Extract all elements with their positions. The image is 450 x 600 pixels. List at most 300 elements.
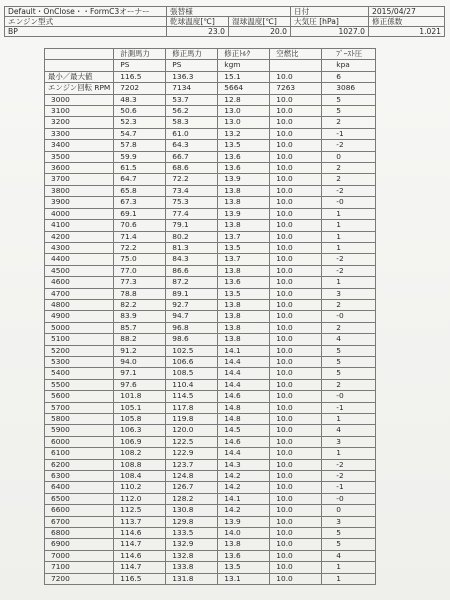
value-cell[interactable]: 132.8: [166, 550, 218, 561]
value-cell[interactable]: 1: [322, 277, 376, 288]
value-cell[interactable]: 10.0: [270, 539, 322, 550]
row-label-cell[interactable]: 6500: [45, 493, 114, 504]
row-label-cell[interactable]: 6200: [45, 459, 114, 470]
row-label-cell[interactable]: エンジン回転 RPM: [45, 83, 114, 94]
value-cell[interactable]: 空燃比: [270, 49, 322, 60]
value-cell[interactable]: 1: [322, 231, 376, 242]
value-cell[interactable]: 114.6: [114, 528, 166, 539]
row-label-cell[interactable]: 3800: [45, 185, 114, 196]
value-cell[interactable]: 133.5: [166, 528, 218, 539]
value-cell[interactable]: 123.7: [166, 459, 218, 470]
row-label-cell[interactable]: 3600: [45, 163, 114, 174]
value-cell[interactable]: 130.8: [166, 505, 218, 516]
value-cell[interactable]: 136.3: [166, 71, 218, 82]
value-cell[interactable]: 66.7: [166, 151, 218, 162]
row-label-cell[interactable]: 7100: [45, 562, 114, 573]
value-cell[interactable]: 64.7: [114, 174, 166, 185]
value-cell[interactable]: 14.4: [218, 448, 270, 459]
row-label-cell[interactable]: 4700: [45, 288, 114, 299]
value-cell[interactable]: 124.8: [166, 471, 218, 482]
row-label-cell[interactable]: 3100: [45, 106, 114, 117]
value-cell[interactable]: 13.8: [218, 322, 270, 333]
value-cell[interactable]: 77.3: [114, 277, 166, 288]
row-label-cell[interactable]: 3200: [45, 117, 114, 128]
row-label-cell[interactable]: 3900: [45, 197, 114, 208]
row-label-cell[interactable]: 4000: [45, 208, 114, 219]
value-cell[interactable]: 6: [322, 71, 376, 82]
value-cell[interactable]: 50.6: [114, 106, 166, 117]
value-cell[interactable]: 10.0: [270, 471, 322, 482]
row-label-cell[interactable]: 4800: [45, 299, 114, 310]
value-cell[interactable]: 10.0: [270, 448, 322, 459]
value-cell[interactable]: 106.9: [114, 436, 166, 447]
value-cell[interactable]: 14.2: [218, 505, 270, 516]
value-cell[interactable]: -1: [322, 128, 376, 139]
value-cell[interactable]: 4: [322, 425, 376, 436]
value-cell[interactable]: 10.0: [270, 106, 322, 117]
row-label-cell[interactable]: [45, 49, 114, 60]
value-cell[interactable]: 13.0: [218, 106, 270, 117]
value-cell[interactable]: 91.2: [114, 345, 166, 356]
row-label-cell[interactable]: 5000: [45, 322, 114, 333]
value-cell[interactable]: 116.5: [114, 573, 166, 584]
value-cell[interactable]: 13.8: [218, 311, 270, 322]
value-cell[interactable]: -1: [322, 482, 376, 493]
value-cell[interactable]: 10.0: [270, 391, 322, 402]
value-cell[interactable]: 2: [322, 163, 376, 174]
value-cell[interactable]: 88.2: [114, 334, 166, 345]
row-label-cell[interactable]: 6300: [45, 471, 114, 482]
value-cell[interactable]: -0: [322, 311, 376, 322]
value-cell[interactable]: 5: [322, 528, 376, 539]
value-cell[interactable]: 2: [322, 117, 376, 128]
engine-type-value-cell[interactable]: BP: [5, 27, 167, 37]
row-label-cell[interactable]: 6900: [45, 539, 114, 550]
value-cell[interactable]: 10.0: [270, 425, 322, 436]
value-cell[interactable]: 13.2: [218, 128, 270, 139]
row-label-cell[interactable]: 5700: [45, 402, 114, 413]
value-cell[interactable]: 10.0: [270, 562, 322, 573]
value-cell[interactable]: 80.2: [166, 231, 218, 242]
value-cell[interactable]: 10.0: [270, 436, 322, 447]
row-label-cell[interactable]: 5400: [45, 368, 114, 379]
value-cell[interactable]: 4: [322, 334, 376, 345]
value-cell[interactable]: 5: [322, 345, 376, 356]
value-cell[interactable]: 10.0: [270, 311, 322, 322]
value-cell[interactable]: 10.0: [270, 334, 322, 345]
value-cell[interactable]: 10.0: [270, 573, 322, 584]
value-cell[interactable]: 105.8: [114, 414, 166, 425]
value-cell[interactable]: 10.0: [270, 356, 322, 367]
row-label-cell[interactable]: 3400: [45, 140, 114, 151]
dry-bulb-label-cell[interactable]: 乾球温度[℃]: [167, 17, 229, 27]
row-label-cell[interactable]: 3300: [45, 128, 114, 139]
value-cell[interactable]: 10.0: [270, 208, 322, 219]
value-cell[interactable]: 2: [322, 379, 376, 390]
value-cell[interactable]: 128.2: [166, 493, 218, 504]
row-label-cell[interactable]: 4900: [45, 311, 114, 322]
value-cell[interactable]: 14.4: [218, 379, 270, 390]
value-cell[interactable]: 10.0: [270, 185, 322, 196]
value-cell[interactable]: 108.5: [166, 368, 218, 379]
row-label-cell[interactable]: 5800: [45, 414, 114, 425]
row-label-cell[interactable]: 6700: [45, 516, 114, 527]
rpm-row: [45, 425, 376, 436]
value-cell[interactable]: 10.0: [270, 140, 322, 151]
row-label-cell[interactable]: [45, 60, 114, 71]
value-cell[interactable]: 13.8: [218, 265, 270, 276]
value-cell[interactable]: kpa: [322, 60, 376, 71]
value-cell[interactable]: 10.0: [270, 516, 322, 527]
column-header-row: [45, 49, 376, 60]
value-cell[interactable]: 0: [322, 151, 376, 162]
value-cell[interactable]: 54.7: [114, 128, 166, 139]
value-cell[interactable]: 10.0: [270, 345, 322, 356]
value-cell[interactable]: 59.9: [114, 151, 166, 162]
value-cell[interactable]: 修正ﾄﾙｸ: [218, 49, 270, 60]
value-cell[interactable]: 14.8: [218, 402, 270, 413]
value-cell[interactable]: 13.6: [218, 151, 270, 162]
row-label-cell[interactable]: 3000: [45, 94, 114, 105]
value-cell[interactable]: 13.6: [218, 550, 270, 561]
value-cell[interactable]: 117.8: [166, 402, 218, 413]
value-cell[interactable]: 10.0: [270, 459, 322, 470]
value-cell[interactable]: 10.0: [270, 174, 322, 185]
date-label-cell[interactable]: 日付: [291, 7, 369, 17]
row-label-cell[interactable]: 5500: [45, 379, 114, 390]
value-cell[interactable]: 5: [322, 356, 376, 367]
value-cell[interactable]: 14.6: [218, 436, 270, 447]
value-cell[interactable]: 101.8: [114, 391, 166, 402]
value-cell[interactable]: 10.0: [270, 163, 322, 174]
value-cell[interactable]: 10.0: [270, 128, 322, 139]
row-label-cell[interactable]: 3700: [45, 174, 114, 185]
value-cell[interactable]: 73.4: [166, 185, 218, 196]
row-label-cell[interactable]: 4400: [45, 254, 114, 265]
value-cell[interactable]: 61.0: [166, 128, 218, 139]
value-cell[interactable]: 72.2: [114, 242, 166, 253]
value-cell[interactable]: 57.8: [114, 140, 166, 151]
row-label-cell[interactable]: 5600: [45, 391, 114, 402]
value-cell[interactable]: -2: [322, 254, 376, 265]
value-cell[interactable]: 65.8: [114, 185, 166, 196]
value-cell[interactable]: 119.8: [166, 414, 218, 425]
value-cell[interactable]: 96.8: [166, 322, 218, 333]
value-cell[interactable]: 13.8: [218, 299, 270, 310]
value-cell[interactable]: 108.2: [114, 448, 166, 459]
value-cell[interactable]: 122.9: [166, 448, 218, 459]
value-cell[interactable]: 114.7: [114, 539, 166, 550]
value-cell[interactable]: 77.0: [114, 265, 166, 276]
value-cell[interactable]: ﾌﾞｰｽﾄ圧: [322, 49, 376, 60]
wet-bulb-value-cell[interactable]: 20.0: [229, 27, 291, 37]
value-cell[interactable]: 10.0: [270, 231, 322, 242]
value-cell[interactable]: 1: [322, 562, 376, 573]
value-cell[interactable]: 83.9: [114, 311, 166, 322]
value-cell[interactable]: 14.2: [218, 471, 270, 482]
value-cell[interactable]: 7202: [114, 83, 166, 94]
value-cell[interactable]: 97.1: [114, 368, 166, 379]
value-cell[interactable]: 14.4: [218, 368, 270, 379]
value-cell[interactable]: 13.8: [218, 334, 270, 345]
value-cell[interactable]: 13.8: [218, 185, 270, 196]
value-cell[interactable]: 14.0: [218, 528, 270, 539]
value-cell[interactable]: 5: [322, 94, 376, 105]
row-label-cell[interactable]: 6000: [45, 436, 114, 447]
value-cell[interactable]: 10.0: [270, 550, 322, 561]
row-label-cell[interactable]: 最小／最大値: [45, 71, 114, 82]
value-cell[interactable]: 14.1: [218, 493, 270, 504]
value-cell[interactable]: 1: [322, 414, 376, 425]
value-cell[interactable]: 10.0: [270, 414, 322, 425]
row-label-cell[interactable]: 6100: [45, 448, 114, 459]
value-cell[interactable]: 1: [322, 573, 376, 584]
value-cell[interactable]: 1: [322, 208, 376, 219]
customer-name-cell[interactable]: 張替様: [167, 7, 291, 17]
value-cell[interactable]: 13.5: [218, 562, 270, 573]
value-cell[interactable]: 10.0: [270, 265, 322, 276]
value-cell[interactable]: 131.8: [166, 573, 218, 584]
value-cell[interactable]: 87.2: [166, 277, 218, 288]
value-cell[interactable]: 10.0: [270, 71, 322, 82]
value-cell[interactable]: 10.0: [270, 254, 322, 265]
value-cell[interactable]: 10.0: [270, 94, 322, 105]
value-cell[interactable]: [270, 60, 322, 71]
value-cell[interactable]: -2: [322, 140, 376, 151]
value-cell[interactable]: 10.0: [270, 368, 322, 379]
value-cell[interactable]: 14.3: [218, 459, 270, 470]
value-cell[interactable]: 10.0: [270, 220, 322, 231]
value-cell[interactable]: -0: [322, 493, 376, 504]
value-cell[interactable]: 13.8: [218, 197, 270, 208]
value-cell[interactable]: 81.3: [166, 242, 218, 253]
value-cell[interactable]: 5: [322, 539, 376, 550]
value-cell[interactable]: 13.7: [218, 254, 270, 265]
value-cell[interactable]: 61.5: [114, 163, 166, 174]
value-cell[interactable]: 13.8: [218, 220, 270, 231]
value-cell[interactable]: 98.6: [166, 334, 218, 345]
value-cell[interactable]: 14.1: [218, 345, 270, 356]
value-cell[interactable]: 75.3: [166, 197, 218, 208]
value-cell[interactable]: 84.3: [166, 254, 218, 265]
value-cell[interactable]: 13.0: [218, 117, 270, 128]
value-cell[interactable]: 94.0: [114, 356, 166, 367]
row-label-cell[interactable]: 7000: [45, 550, 114, 561]
value-cell[interactable]: 77.4: [166, 208, 218, 219]
value-cell[interactable]: 113.7: [114, 516, 166, 527]
value-cell[interactable]: 13.1: [218, 573, 270, 584]
row-label-cell[interactable]: 5200: [45, 345, 114, 356]
value-cell[interactable]: kgm: [218, 60, 270, 71]
value-cell[interactable]: 56.2: [166, 106, 218, 117]
value-cell[interactable]: -0: [322, 391, 376, 402]
value-cell[interactable]: 2: [322, 322, 376, 333]
value-cell[interactable]: 75.0: [114, 254, 166, 265]
value-cell[interactable]: 7134: [166, 83, 218, 94]
value-cell[interactable]: 64.3: [166, 140, 218, 151]
value-cell[interactable]: 3: [322, 288, 376, 299]
wet-bulb-label-cell[interactable]: 湿球温度[℃]: [229, 17, 291, 27]
value-cell[interactable]: 10.0: [270, 277, 322, 288]
value-cell[interactable]: 105.1: [114, 402, 166, 413]
value-cell[interactable]: 48.3: [114, 94, 166, 105]
value-cell[interactable]: 110.4: [166, 379, 218, 390]
value-cell[interactable]: 13.7: [218, 231, 270, 242]
value-cell[interactable]: 10.0: [270, 482, 322, 493]
value-cell[interactable]: 89.1: [166, 288, 218, 299]
value-cell[interactable]: -2: [322, 185, 376, 196]
value-cell[interactable]: 13.9: [218, 516, 270, 527]
value-cell[interactable]: 15.1: [218, 71, 270, 82]
value-cell[interactable]: 13.8: [218, 539, 270, 550]
engine-type-label-cell[interactable]: エンジン型式: [5, 17, 167, 27]
value-cell[interactable]: 7263: [270, 83, 322, 94]
value-cell[interactable]: 67.3: [114, 197, 166, 208]
value-cell[interactable]: -2: [322, 471, 376, 482]
value-cell[interactable]: 13.5: [218, 288, 270, 299]
value-cell[interactable]: 5: [322, 106, 376, 117]
value-cell[interactable]: 132.9: [166, 539, 218, 550]
value-cell[interactable]: 71.4: [114, 231, 166, 242]
value-cell[interactable]: 10.0: [270, 402, 322, 413]
value-cell[interactable]: 133.8: [166, 562, 218, 573]
value-cell[interactable]: 2: [322, 299, 376, 310]
value-cell[interactable]: 13.5: [218, 140, 270, 151]
value-cell[interactable]: 3: [322, 516, 376, 527]
value-cell[interactable]: -1: [322, 402, 376, 413]
dry-bulb-value-cell[interactable]: 23.0: [167, 27, 229, 37]
value-cell[interactable]: 10.0: [270, 379, 322, 390]
value-cell[interactable]: 106.6: [166, 356, 218, 367]
value-cell[interactable]: 14.2: [218, 482, 270, 493]
value-cell[interactable]: 114.6: [114, 550, 166, 561]
value-cell[interactable]: 108.4: [114, 471, 166, 482]
value-cell[interactable]: 5: [322, 368, 376, 379]
row-label-cell[interactable]: 4200: [45, 231, 114, 242]
value-cell[interactable]: PS: [114, 60, 166, 71]
date-value-cell[interactable]: 2015/04/27: [369, 7, 445, 17]
value-cell[interactable]: 53.7: [166, 94, 218, 105]
value-cell[interactable]: PS: [166, 60, 218, 71]
value-cell[interactable]: 13.9: [218, 208, 270, 219]
value-cell[interactable]: 94.7: [166, 311, 218, 322]
value-cell[interactable]: 79.1: [166, 220, 218, 231]
value-cell[interactable]: 68.6: [166, 163, 218, 174]
value-cell[interactable]: 97.6: [114, 379, 166, 390]
value-cell[interactable]: 13.6: [218, 277, 270, 288]
value-cell[interactable]: 102.5: [166, 345, 218, 356]
value-cell[interactable]: -0: [322, 197, 376, 208]
value-cell[interactable]: 14.4: [218, 356, 270, 367]
value-cell[interactable]: 修正馬力: [166, 49, 218, 60]
value-cell[interactable]: 13.5: [218, 242, 270, 253]
row-label-cell[interactable]: 3500: [45, 151, 114, 162]
rpm-row: [45, 471, 376, 482]
value-cell[interactable]: 12.8: [218, 94, 270, 105]
value-cell[interactable]: 112.5: [114, 505, 166, 516]
value-cell[interactable]: 58.3: [166, 117, 218, 128]
value-cell[interactable]: 112.0: [114, 493, 166, 504]
value-cell[interactable]: 14.5: [218, 425, 270, 436]
rpm-row: [45, 185, 376, 196]
form-name-cell[interactable]: Default・OnClose・・FormC3オーナー: [5, 7, 167, 17]
value-cell[interactable]: 10.0: [270, 117, 322, 128]
value-cell[interactable]: 3: [322, 436, 376, 447]
value-cell[interactable]: 5664: [218, 83, 270, 94]
value-cell[interactable]: 52.3: [114, 117, 166, 128]
value-cell[interactable]: 70.6: [114, 220, 166, 231]
value-cell[interactable]: 126.7: [166, 482, 218, 493]
value-cell[interactable]: 114.5: [166, 391, 218, 402]
value-cell[interactable]: 10.0: [270, 197, 322, 208]
row-label-cell[interactable]: 5900: [45, 425, 114, 436]
value-cell[interactable]: 10.0: [270, 288, 322, 299]
value-cell[interactable]: 1: [322, 448, 376, 459]
value-cell[interactable]: 69.1: [114, 208, 166, 219]
value-cell[interactable]: 計測馬力: [114, 49, 166, 60]
value-cell[interactable]: 78.8: [114, 288, 166, 299]
correction-value-cell[interactable]: 1.021: [369, 27, 445, 37]
value-cell[interactable]: 13.6: [218, 163, 270, 174]
value-cell[interactable]: 13.9: [218, 174, 270, 185]
pressure-value-cell[interactable]: 1027.0: [291, 27, 369, 37]
value-cell[interactable]: 10.0: [270, 493, 322, 504]
value-cell[interactable]: 14.8: [218, 414, 270, 425]
value-cell[interactable]: 110.2: [114, 482, 166, 493]
value-cell[interactable]: -2: [322, 459, 376, 470]
row-label-cell[interactable]: 4600: [45, 277, 114, 288]
value-cell[interactable]: 0: [322, 505, 376, 516]
row-label-cell[interactable]: 4300: [45, 242, 114, 253]
row-label-cell[interactable]: 5300: [45, 356, 114, 367]
value-cell[interactable]: 10.0: [270, 151, 322, 162]
row-label-cell[interactable]: 4100: [45, 220, 114, 231]
row-label-cell[interactable]: 4500: [45, 265, 114, 276]
value-cell[interactable]: -2: [322, 265, 376, 276]
row-label-cell[interactable]: 6400: [45, 482, 114, 493]
pressure-label-cell[interactable]: 大気圧 [hPa]: [291, 17, 369, 27]
value-cell[interactable]: 10.0: [270, 505, 322, 516]
value-cell[interactable]: 116.5: [114, 71, 166, 82]
value-cell[interactable]: 1: [322, 220, 376, 231]
value-cell[interactable]: 120.0: [166, 425, 218, 436]
value-cell[interactable]: 3086: [322, 83, 376, 94]
value-cell[interactable]: 1: [322, 242, 376, 253]
value-cell[interactable]: 14.6: [218, 391, 270, 402]
value-cell[interactable]: 4: [322, 550, 376, 561]
row-label-cell[interactable]: 6800: [45, 528, 114, 539]
value-cell[interactable]: 129.8: [166, 516, 218, 527]
value-cell[interactable]: 122.5: [166, 436, 218, 447]
value-cell[interactable]: 92.7: [166, 299, 218, 310]
value-cell[interactable]: 106.3: [114, 425, 166, 436]
correction-label-cell[interactable]: 修正係数: [369, 17, 445, 27]
row-label-cell[interactable]: 7200: [45, 573, 114, 584]
value-cell[interactable]: 86.6: [166, 265, 218, 276]
value-cell[interactable]: 85.7: [114, 322, 166, 333]
value-cell[interactable]: 2: [322, 174, 376, 185]
value-cell[interactable]: 82.2: [114, 299, 166, 310]
value-cell[interactable]: 10.0: [270, 528, 322, 539]
row-label-cell[interactable]: 6600: [45, 505, 114, 516]
value-cell[interactable]: 108.8: [114, 459, 166, 470]
row-label-cell[interactable]: 5100: [45, 334, 114, 345]
value-cell[interactable]: 72.2: [166, 174, 218, 185]
value-cell[interactable]: 114.7: [114, 562, 166, 573]
value-cell[interactable]: 10.0: [270, 322, 322, 333]
value-cell[interactable]: 10.0: [270, 242, 322, 253]
value-cell[interactable]: 10.0: [270, 299, 322, 310]
